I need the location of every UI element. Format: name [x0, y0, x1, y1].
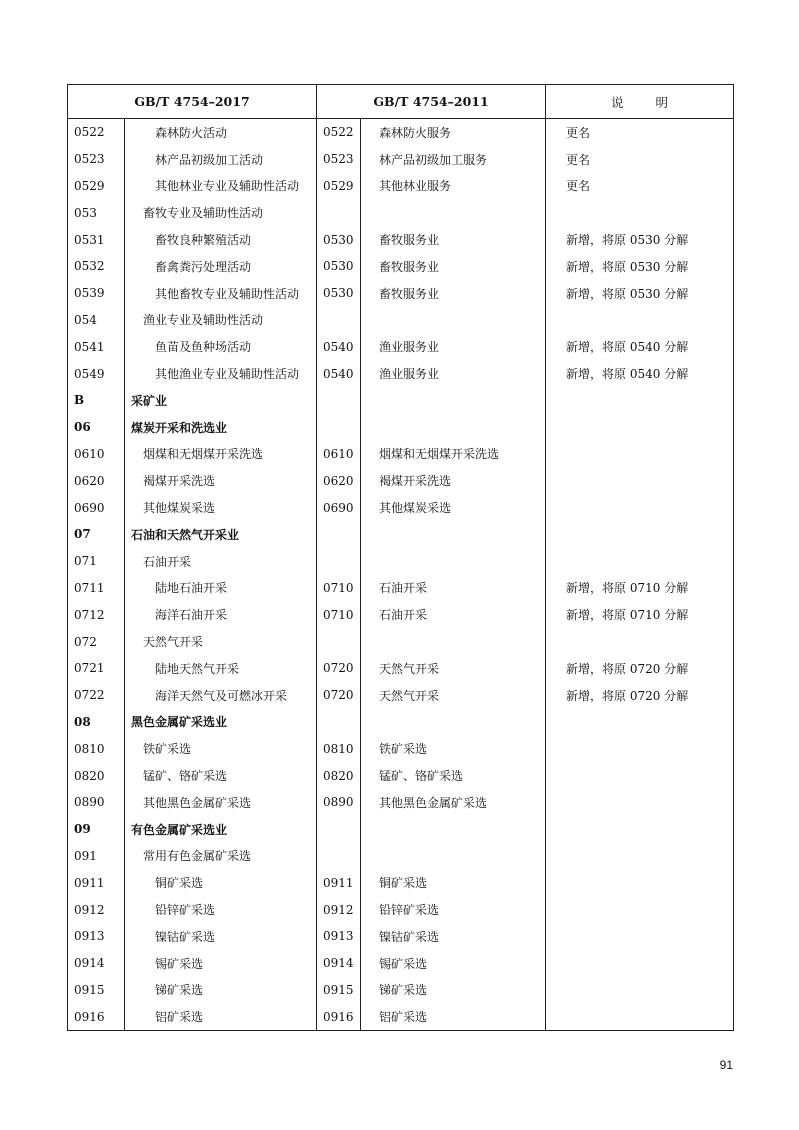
name-2017: 锡矿采选	[125, 950, 317, 977]
name-2017: 其他渔业专业及辅助性活动	[125, 360, 317, 387]
name-2017: 煤炭开采和洗选业	[125, 414, 317, 441]
name-2017: 常用有色金属矿采选	[125, 843, 317, 870]
code-2011	[317, 548, 361, 575]
code-2017: 0721	[68, 655, 125, 682]
code-2017: 0914	[68, 950, 125, 977]
name-2011: 锡矿采选	[361, 950, 546, 977]
note-cell	[546, 923, 734, 950]
code-2011: 0529	[317, 173, 361, 200]
name-2011: 畜牧服务业	[361, 226, 546, 253]
code-2017: 06	[68, 414, 125, 441]
note-cell	[546, 762, 734, 789]
note-cell	[546, 843, 734, 870]
code-2011: 0911	[317, 869, 361, 896]
code-2017: 0529	[68, 173, 125, 200]
table-row	[68, 146, 734, 173]
table-row	[68, 575, 734, 602]
code-2011: 0523	[317, 146, 361, 173]
code-2017: 0916	[68, 1003, 125, 1030]
name-2017: 渔业专业及辅助性活动	[125, 307, 317, 334]
name-2017: 烟煤和无烟煤开采洗选	[125, 441, 317, 468]
code-2017: 0912	[68, 896, 125, 923]
name-2017: 铅锌矿采选	[125, 896, 317, 923]
name-2011: 褐煤开采洗选	[361, 467, 546, 494]
name-2017: 铝矿采选	[125, 1003, 317, 1030]
name-2017: 畜牧良种繁殖活动	[125, 226, 317, 253]
note-cell: 更名	[546, 173, 734, 200]
name-2011: 石油开采	[361, 575, 546, 602]
code-2017: 0915	[68, 977, 125, 1004]
code-2017: 0820	[68, 762, 125, 789]
name-2017: 海洋石油开采	[125, 601, 317, 628]
note-cell	[546, 548, 734, 575]
note-cell: 新增，将原 0710 分解	[546, 575, 734, 602]
name-2011: 铁矿采选	[361, 735, 546, 762]
name-2017: 陆地天然气开采	[125, 655, 317, 682]
code-2017: 0890	[68, 789, 125, 816]
table-row	[68, 199, 734, 226]
table-row	[68, 360, 734, 387]
name-2017: 石油开采	[125, 548, 317, 575]
table-row	[68, 601, 734, 628]
code-2017: 0541	[68, 333, 125, 360]
name-2011: 镍钴矿采选	[361, 923, 546, 950]
code-2011: 0720	[317, 682, 361, 709]
name-2017: 其他畜牧专业及辅助性活动	[125, 280, 317, 307]
code-2011: 0530	[317, 253, 361, 280]
table-row	[68, 628, 734, 655]
name-2011: 锑矿采选	[361, 977, 546, 1004]
table-row	[68, 253, 734, 280]
note-cell	[546, 816, 734, 843]
name-2011	[361, 387, 546, 414]
note-cell	[546, 950, 734, 977]
table-row	[68, 494, 734, 521]
code-2011: 0915	[317, 977, 361, 1004]
name-2011	[361, 307, 546, 334]
table-row	[68, 923, 734, 950]
code-2011: 0710	[317, 601, 361, 628]
note-cell: 新增，将原 0530 分解	[546, 280, 734, 307]
note-cell	[546, 414, 734, 441]
name-2017: 石油和天然气开采业	[125, 521, 317, 548]
code-2011	[317, 414, 361, 441]
note-cell: 新增，将原 0710 分解	[546, 601, 734, 628]
code-2017: 0620	[68, 467, 125, 494]
name-2011: 渔业服务业	[361, 333, 546, 360]
name-2011: 渔业服务业	[361, 360, 546, 387]
code-2011	[317, 521, 361, 548]
table-row	[68, 816, 734, 843]
name-2017: 其他煤炭采选	[125, 494, 317, 521]
name-2011	[361, 816, 546, 843]
code-2011	[317, 628, 361, 655]
code-2011	[317, 387, 361, 414]
code-2011: 0540	[317, 333, 361, 360]
note-cell	[546, 521, 734, 548]
note-cell	[546, 467, 734, 494]
code-2017: 08	[68, 709, 125, 736]
name-2017: 锑矿采选	[125, 977, 317, 1004]
code-2017: 0913	[68, 923, 125, 950]
name-2011	[361, 199, 546, 226]
code-2017: B	[68, 387, 125, 414]
code-2011	[317, 307, 361, 334]
code-2017: 0690	[68, 494, 125, 521]
note-cell: 新增，将原 0720 分解	[546, 682, 734, 709]
name-2017: 畜禽粪污处理活动	[125, 253, 317, 280]
note-cell	[546, 789, 734, 816]
name-2011	[361, 414, 546, 441]
code-2017: 054	[68, 307, 125, 334]
name-2011	[361, 548, 546, 575]
note-cell	[546, 709, 734, 736]
name-2011: 烟煤和无烟煤开采洗选	[361, 441, 546, 468]
note-cell	[546, 735, 734, 762]
table-row	[68, 762, 734, 789]
code-2017: 0911	[68, 869, 125, 896]
code-2011	[317, 816, 361, 843]
note-cell	[546, 977, 734, 1004]
name-2017: 天然气开采	[125, 628, 317, 655]
header-gbt-2011: GB/T 4754–2011	[317, 85, 546, 119]
code-2017: 09	[68, 816, 125, 843]
name-2011: 其他黑色金属矿采选	[361, 789, 546, 816]
code-2017: 0712	[68, 601, 125, 628]
code-2011: 0914	[317, 950, 361, 977]
name-2011	[361, 521, 546, 548]
name-2017: 锰矿、铬矿采选	[125, 762, 317, 789]
name-2017: 陆地石油开采	[125, 575, 317, 602]
name-2017: 其他林业专业及辅助性活动	[125, 173, 317, 200]
name-2017: 鱼苗及鱼种场活动	[125, 333, 317, 360]
code-2017: 0610	[68, 441, 125, 468]
table-row	[68, 226, 734, 253]
note-cell: 新增，将原 0530 分解	[546, 253, 734, 280]
code-2017: 0523	[68, 146, 125, 173]
table-row	[68, 119, 734, 146]
code-2017: 0522	[68, 119, 125, 146]
code-2017: 072	[68, 628, 125, 655]
code-2017: 07	[68, 521, 125, 548]
note-cell	[546, 628, 734, 655]
table-row	[68, 709, 734, 736]
code-2011: 0530	[317, 280, 361, 307]
name-2011: 天然气开采	[361, 682, 546, 709]
header-gbt-2017: GB/T 4754–2017	[68, 85, 317, 119]
table-row	[68, 548, 734, 575]
name-2017: 铜矿采选	[125, 869, 317, 896]
name-2011: 畜牧服务业	[361, 280, 546, 307]
name-2017: 褐煤开采洗选	[125, 467, 317, 494]
name-2011: 天然气开采	[361, 655, 546, 682]
note-cell	[546, 1003, 734, 1030]
code-2017: 0539	[68, 280, 125, 307]
note-cell	[546, 494, 734, 521]
table-row	[68, 896, 734, 923]
note-cell: 更名	[546, 146, 734, 173]
note-cell: 新增，将原 0720 分解	[546, 655, 734, 682]
table-row	[68, 521, 734, 548]
code-2011: 0610	[317, 441, 361, 468]
code-2011: 0522	[317, 119, 361, 146]
table-row	[68, 682, 734, 709]
name-2017: 其他黑色金属矿采选	[125, 789, 317, 816]
code-2011: 0710	[317, 575, 361, 602]
name-2017: 采矿业	[125, 387, 317, 414]
table-row	[68, 280, 734, 307]
header-note: 说 明	[546, 85, 734, 119]
note-cell: 新增，将原 0540 分解	[546, 360, 734, 387]
code-2017: 0531	[68, 226, 125, 253]
code-2011: 0912	[317, 896, 361, 923]
code-2011: 0890	[317, 789, 361, 816]
classification-table	[67, 84, 734, 1031]
name-2011	[361, 709, 546, 736]
table-row	[68, 655, 734, 682]
table-row	[68, 869, 734, 896]
code-2017: 0549	[68, 360, 125, 387]
name-2017: 铁矿采选	[125, 735, 317, 762]
code-2011: 0720	[317, 655, 361, 682]
name-2011: 铜矿采选	[361, 869, 546, 896]
note-cell	[546, 441, 734, 468]
name-2011: 铝矿采选	[361, 1003, 546, 1030]
name-2017: 黑色金属矿采选业	[125, 709, 317, 736]
name-2017: 林产品初级加工活动	[125, 146, 317, 173]
name-2011: 锰矿、铬矿采选	[361, 762, 546, 789]
code-2017: 0722	[68, 682, 125, 709]
table-row	[68, 950, 734, 977]
code-2011: 0620	[317, 467, 361, 494]
name-2011: 其他煤炭采选	[361, 494, 546, 521]
table-header-row	[68, 85, 734, 119]
note-cell	[546, 896, 734, 923]
name-2017: 镍钴矿采选	[125, 923, 317, 950]
table-row	[68, 789, 734, 816]
table-row	[68, 467, 734, 494]
code-2011: 0916	[317, 1003, 361, 1030]
code-2017: 0532	[68, 253, 125, 280]
code-2017: 0711	[68, 575, 125, 602]
code-2017: 071	[68, 548, 125, 575]
code-2011: 0820	[317, 762, 361, 789]
table-row	[68, 1003, 734, 1030]
table-row	[68, 307, 734, 334]
code-2011: 0913	[317, 923, 361, 950]
code-2017: 091	[68, 843, 125, 870]
name-2011: 森林防火服务	[361, 119, 546, 146]
table-row	[68, 333, 734, 360]
name-2017: 畜牧专业及辅助性活动	[125, 199, 317, 226]
table-row	[68, 387, 734, 414]
name-2011: 畜牧服务业	[361, 253, 546, 280]
name-2017: 森林防火活动	[125, 119, 317, 146]
name-2017: 有色金属矿采选业	[125, 816, 317, 843]
note-cell	[546, 869, 734, 896]
note-cell	[546, 307, 734, 334]
name-2011: 铅锌矿采选	[361, 896, 546, 923]
table-body	[68, 119, 734, 1031]
name-2011: 林产品初级加工服务	[361, 146, 546, 173]
code-2017: 0810	[68, 735, 125, 762]
note-cell	[546, 387, 734, 414]
table-row	[68, 977, 734, 1004]
note-cell: 更名	[546, 119, 734, 146]
code-2011: 0810	[317, 735, 361, 762]
code-2011	[317, 843, 361, 870]
name-2011: 其他林业服务	[361, 173, 546, 200]
page-number: 91	[719, 1058, 733, 1072]
table-row	[68, 735, 734, 762]
note-cell: 新增，将原 0540 分解	[546, 333, 734, 360]
name-2017: 海洋天然气及可燃冰开采	[125, 682, 317, 709]
code-2017: 053	[68, 199, 125, 226]
note-cell	[546, 199, 734, 226]
table-row	[68, 414, 734, 441]
code-2011: 0540	[317, 360, 361, 387]
table-row	[68, 441, 734, 468]
table-row	[68, 843, 734, 870]
code-2011: 0690	[317, 494, 361, 521]
name-2011: 石油开采	[361, 601, 546, 628]
table-row	[68, 173, 734, 200]
code-2011	[317, 709, 361, 736]
name-2011	[361, 843, 546, 870]
code-2011: 0530	[317, 226, 361, 253]
code-2011	[317, 199, 361, 226]
note-cell: 新增，将原 0530 分解	[546, 226, 734, 253]
name-2011	[361, 628, 546, 655]
